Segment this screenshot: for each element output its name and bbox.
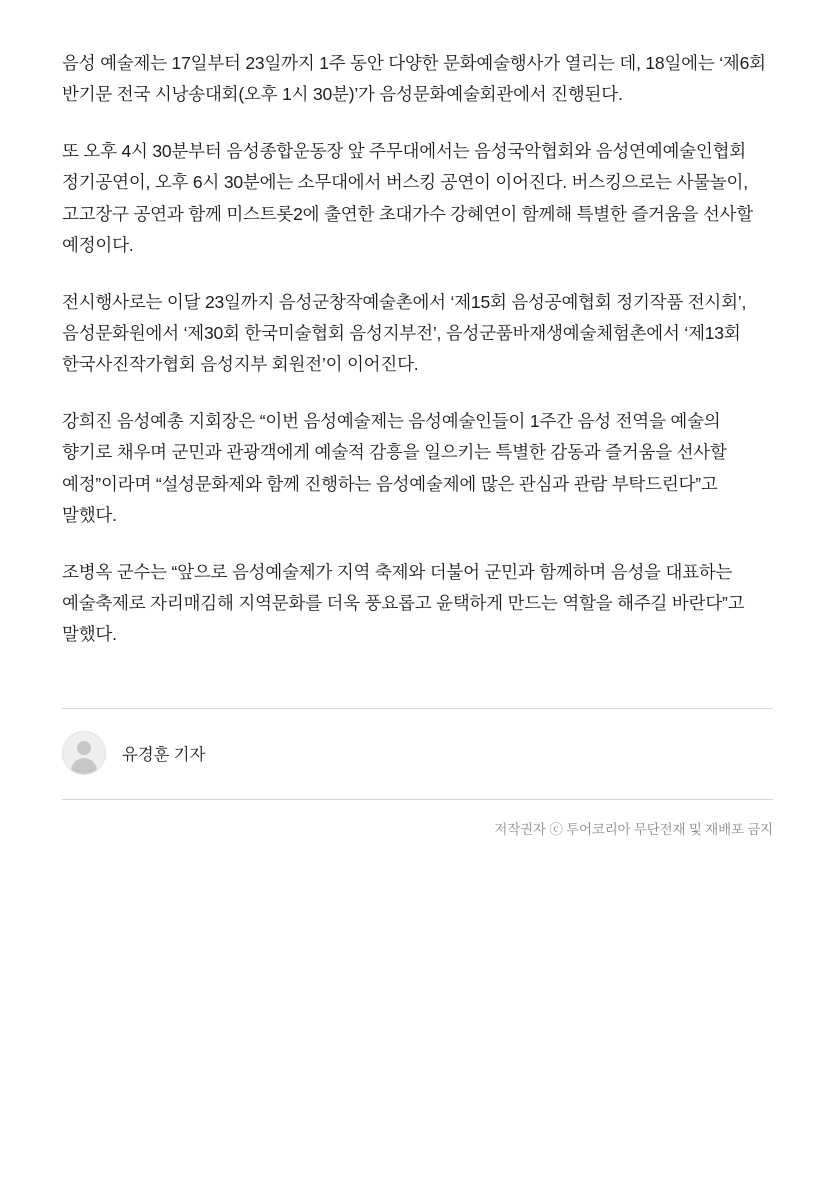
copyright-notice: 저작권자 ⓒ 투어코리아 무단전재 및 재배포 금지 [494, 822, 773, 838]
byline-author-name[interactable]: 유경훈 기자 [122, 746, 206, 765]
article-body [62, 48, 773, 650]
byline [62, 709, 773, 799]
article-paragraph: 조병옥 군수는 “앞으로 음성예술제가 지역 축제와 더불어 군민과 함께하며 음성을 대표하는 예술축제로 자리매김해 지역문화를 더욱 풍요롭고 윤택하게 만드는 역할을 해주길 바란다”고 말했다. [62, 561, 745, 645]
avatar-body-shape [71, 758, 97, 774]
user-avatar-icon [62, 731, 106, 775]
article-paragraph: 강희진 음성예총 지회장은 “이번 음성예술제는 음성예술인들이 1주간 음성 전역을 예술의 향기로 채우며 군민과 관광객에게 예술적 감흥을 일으키는 특별한 감동과 즐거움을 선사할 예정”이라며 “설성문화제와 함께 진행하는 음성예술제에 많은 관심과 관람 부탁드린다”고 말했다. [62, 411, 727, 525]
avatar-head-shape [77, 741, 91, 755]
article-paragraph: 또 오후 4시 30분부터 음성종합운동장 앞 주무대에서는 음성국악협회와 음성연예예술인협회 정기공연이, 오후 6시 30분에는 소무대에서 버스킹 공연이 이어진다. 버스킹으로는 사물놀이, 고고장구 공연과 함께 미스트롯2에 출연한 초대가수 강혜연이 함께해 특별한 즐거움을 선사할 예정이다. [62, 141, 753, 255]
article-paragraph: 음성 예술제는 17일부터 23일까지 1주 동안 다양한 문화예술행사가 열리는 데, 18일에는 ‘제6회 반기문 전국 시낭송대회(오후 1시 30분)’가 음성문화예술회관에서 진행된다. [62, 53, 766, 105]
article-paragraph: 전시행사로는 이달 23일까지 음성군창작예술촌에서 ‘제15회 음성공예협회 정기작품 전시회’, 음성문화원에서 ‘제30회 한국미술협회 음성지부전’, 음성군품바재생예술체험촌에서 ‘제13회 한국사진작가협회 음성지부 회원전’이 이어진다. [62, 291, 747, 375]
